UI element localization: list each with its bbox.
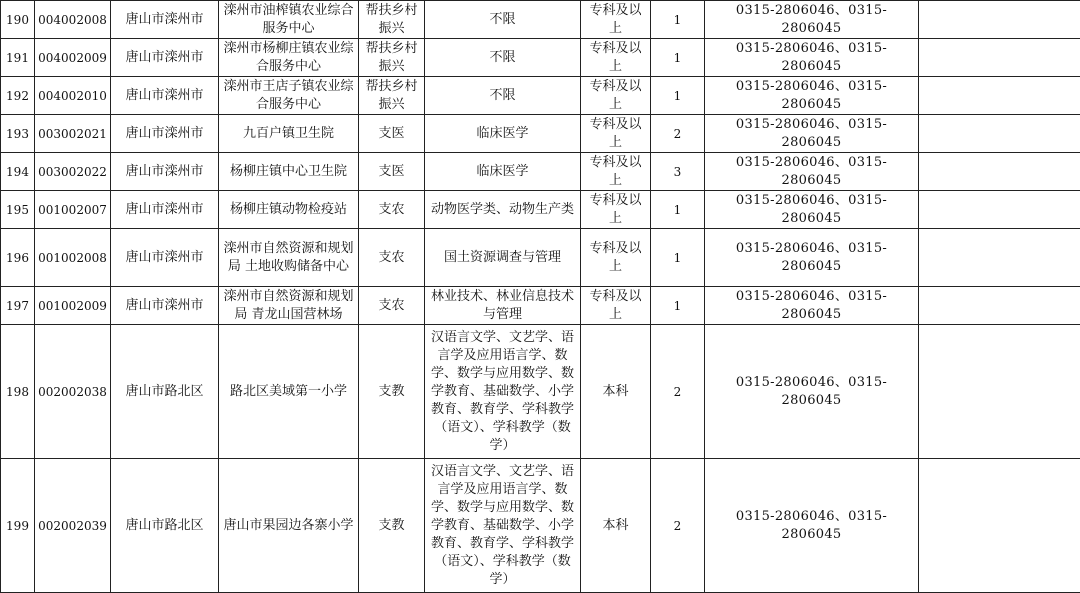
table-row — [1, 153, 1080, 191]
county-name: 唐山市滦州市 — [111, 39, 219, 77]
row-number: 192 — [1, 77, 35, 115]
education-requirement: 本科 — [581, 459, 651, 593]
unit-name: 滦州市自然资源和规划局 青龙山国营林场 — [219, 287, 359, 325]
row-number: 198 — [1, 325, 35, 459]
recruit-count: 2 — [651, 325, 705, 459]
major-requirement: 动物医学类、动物生产类 — [425, 191, 581, 229]
education-requirement: 专科及以上 — [581, 153, 651, 191]
major-requirement: 不限 — [425, 77, 581, 115]
education-requirement: 专科及以上 — [581, 191, 651, 229]
education-requirement: 专科及以上 — [581, 115, 651, 153]
major-requirement: 临床医学 — [425, 115, 581, 153]
service-type: 帮扶乡村振兴 — [359, 1, 425, 39]
position-code: 003002021 — [35, 115, 111, 153]
county-name: 唐山市路北区 — [111, 325, 219, 459]
major-requirement: 不限 — [425, 39, 581, 77]
unit-name: 唐山市果园边各寨小学 — [219, 459, 359, 593]
remarks — [919, 287, 1080, 325]
table-row — [1, 459, 1080, 593]
service-type: 支教 — [359, 325, 425, 459]
recruit-count: 1 — [651, 287, 705, 325]
table-row — [1, 1, 1080, 39]
remarks — [919, 1, 1080, 39]
position-code: 002002038 — [35, 325, 111, 459]
unit-name: 滦州市油榨镇农业综合服务中心 — [219, 1, 359, 39]
major-requirement: 国土资源调查与管理 — [425, 229, 581, 287]
major-requirement: 汉语言文学、文艺学、语言学及应用语言学、数学、数学与应用数学、数学教育、基础数学、小学教育、教育学、学科教学（语文）、学科教学（数学） — [425, 325, 581, 459]
county-name: 唐山市滦州市 — [111, 287, 219, 325]
table-row — [1, 325, 1080, 459]
education-requirement: 专科及以上 — [581, 287, 651, 325]
recruit-count: 1 — [651, 77, 705, 115]
major-requirement: 汉语言文学、文艺学、语言学及应用语言学、数学、数学与应用数学、数学教育、基础数学、小学教育、教育学、学科教学（语文）、学科教学（数学） — [425, 459, 581, 593]
row-number: 199 — [1, 459, 35, 593]
major-requirement: 临床医学 — [425, 153, 581, 191]
table-row — [1, 287, 1080, 325]
service-type: 支教 — [359, 459, 425, 593]
service-type: 支医 — [359, 115, 425, 153]
remarks — [919, 191, 1080, 229]
education-requirement: 本科 — [581, 325, 651, 459]
table-row — [1, 77, 1080, 115]
row-number: 197 — [1, 287, 35, 325]
remarks — [919, 229, 1080, 287]
county-name: 唐山市滦州市 — [111, 115, 219, 153]
county-name: 唐山市滦州市 — [111, 153, 219, 191]
contact-phone: 0315-2806046、0315-2806045 — [705, 191, 919, 229]
unit-name: 滦州市杨柳庄镇农业综合服务中心 — [219, 39, 359, 77]
row-number: 196 — [1, 229, 35, 287]
recruit-count: 3 — [651, 153, 705, 191]
row-number: 190 — [1, 1, 35, 39]
service-type: 支医 — [359, 153, 425, 191]
contact-phone: 0315-2806046、0315-2806045 — [705, 1, 919, 39]
contact-phone: 0315-2806046、0315-2806045 — [705, 153, 919, 191]
education-requirement: 专科及以上 — [581, 39, 651, 77]
unit-name: 滦州市王店子镇农业综合服务中心 — [219, 77, 359, 115]
remarks — [919, 459, 1080, 593]
education-requirement: 专科及以上 — [581, 229, 651, 287]
table-row — [1, 115, 1080, 153]
position-code: 003002022 — [35, 153, 111, 191]
remarks — [919, 39, 1080, 77]
recruit-count: 1 — [651, 1, 705, 39]
county-name: 唐山市滦州市 — [111, 1, 219, 39]
education-requirement: 专科及以上 — [581, 1, 651, 39]
remarks — [919, 77, 1080, 115]
unit-name: 路北区美域第一小学 — [219, 325, 359, 459]
contact-phone: 0315-2806046、0315-2806045 — [705, 77, 919, 115]
row-number: 194 — [1, 153, 35, 191]
remarks — [919, 325, 1080, 459]
education-requirement: 专科及以上 — [581, 77, 651, 115]
service-type: 帮扶乡村振兴 — [359, 39, 425, 77]
recruit-count: 1 — [651, 191, 705, 229]
row-number: 191 — [1, 39, 35, 77]
service-type: 帮扶乡村振兴 — [359, 77, 425, 115]
county-name: 唐山市路北区 — [111, 459, 219, 593]
remarks — [919, 115, 1080, 153]
unit-name: 九百户镇卫生院 — [219, 115, 359, 153]
service-type: 支农 — [359, 287, 425, 325]
recruit-count: 1 — [651, 39, 705, 77]
remarks — [919, 153, 1080, 191]
contact-phone: 0315-2806046、0315-2806045 — [705, 325, 919, 459]
contact-phone: 0315-2806046、0315-2806045 — [705, 229, 919, 287]
position-code: 001002009 — [35, 287, 111, 325]
unit-name: 杨柳庄镇中心卫生院 — [219, 153, 359, 191]
row-number: 195 — [1, 191, 35, 229]
row-number: 193 — [1, 115, 35, 153]
service-type: 支农 — [359, 191, 425, 229]
position-code: 001002008 — [35, 229, 111, 287]
recruit-count: 2 — [651, 115, 705, 153]
unit-name: 杨柳庄镇动物检疫站 — [219, 191, 359, 229]
major-requirement: 不限 — [425, 1, 581, 39]
county-name: 唐山市滦州市 — [111, 229, 219, 287]
recruit-count: 2 — [651, 459, 705, 593]
position-code: 004002008 — [35, 1, 111, 39]
county-name: 唐山市滦州市 — [111, 77, 219, 115]
service-type: 支农 — [359, 229, 425, 287]
contact-phone: 0315-2806046、0315-2806045 — [705, 459, 919, 593]
table-row — [1, 191, 1080, 229]
position-code: 002002039 — [35, 459, 111, 593]
recruit-count: 1 — [651, 229, 705, 287]
table-row — [1, 39, 1080, 77]
position-code: 004002009 — [35, 39, 111, 77]
table-row — [1, 229, 1080, 287]
position-code: 004002010 — [35, 77, 111, 115]
position-code: 001002007 — [35, 191, 111, 229]
county-name: 唐山市滦州市 — [111, 191, 219, 229]
unit-name: 滦州市自然资源和规划局 土地收购储备中心 — [219, 229, 359, 287]
major-requirement: 林业技术、林业信息技术与管理 — [425, 287, 581, 325]
contact-phone: 0315-2806046、0315-2806045 — [705, 39, 919, 77]
contact-phone: 0315-2806046、0315-2806045 — [705, 115, 919, 153]
contact-phone: 0315-2806046、0315-2806045 — [705, 287, 919, 325]
